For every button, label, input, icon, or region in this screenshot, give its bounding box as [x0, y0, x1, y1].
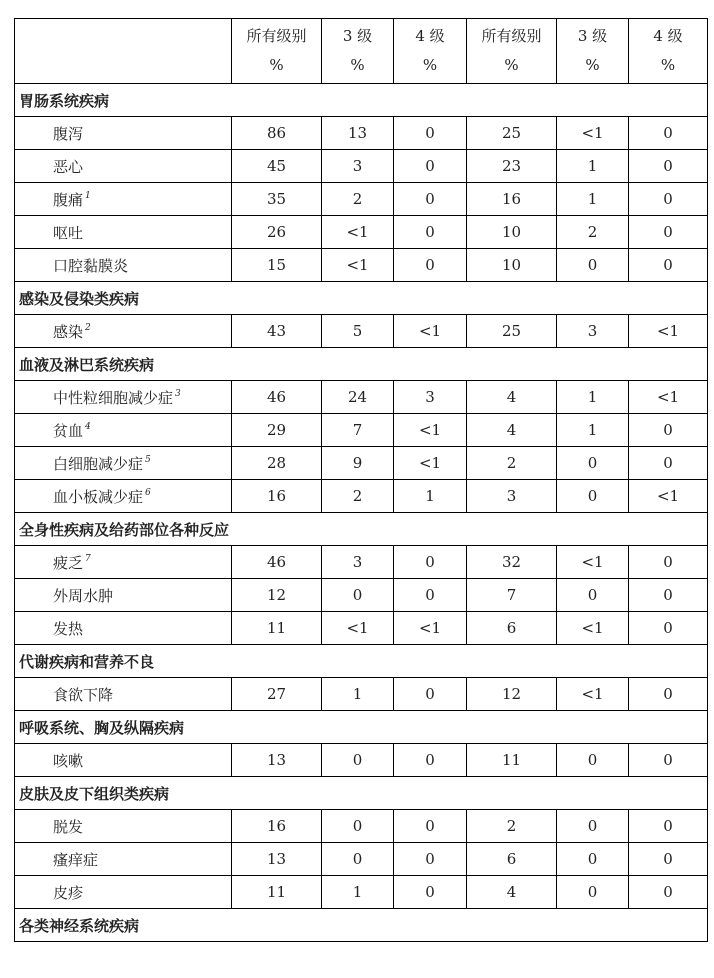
table-row	[15, 579, 708, 612]
value-cell: <1	[629, 381, 708, 414]
value-cell: 10	[467, 216, 557, 249]
value-cell: 0	[394, 579, 467, 612]
value-cell: 0	[394, 216, 467, 249]
category-row	[15, 348, 708, 381]
header-cell: 4 级 %	[394, 19, 467, 84]
reaction-name: 皮疹	[53, 883, 84, 902]
footnote-marker: 1	[85, 190, 91, 201]
value-cell: 0	[394, 744, 467, 777]
value-cell: 0	[557, 249, 629, 282]
header-cell: 4 级 %	[629, 19, 708, 84]
value-cell: 11	[467, 744, 557, 777]
value-cell: 0	[394, 150, 467, 183]
reaction-name: 咳嗽	[53, 751, 84, 770]
reaction-name-cell	[15, 183, 232, 216]
category-row	[15, 84, 708, 117]
adverse-reactions-table	[14, 18, 708, 942]
table-row	[15, 381, 708, 414]
footnote-marker: 5	[145, 454, 151, 465]
reaction-name: 呕吐	[53, 223, 84, 242]
value-cell: 0	[394, 810, 467, 843]
value-cell: 0	[629, 546, 708, 579]
category-label: 呼吸系统、胸及纵隔疾病	[15, 711, 708, 744]
value-cell: 0	[557, 579, 629, 612]
table-row	[15, 546, 708, 579]
value-cell: 0	[629, 810, 708, 843]
value-cell: <1	[557, 678, 629, 711]
reaction-name-cell	[15, 546, 232, 579]
reaction-name-cell	[15, 843, 232, 876]
value-cell: <1	[394, 447, 467, 480]
value-cell: 1	[322, 876, 394, 909]
reaction-name-cell	[15, 117, 232, 150]
category-label: 各类神经系统疾病	[15, 909, 708, 942]
value-cell: 5	[322, 315, 394, 348]
value-cell: 0	[629, 678, 708, 711]
value-cell: 4	[467, 381, 557, 414]
footnote-marker: 3	[175, 388, 181, 399]
value-cell: 0	[629, 117, 708, 150]
value-cell: 16	[232, 810, 322, 843]
category-label: 全身性疾病及给药部位各种反应	[15, 513, 708, 546]
value-cell: 3	[322, 546, 394, 579]
reaction-name: 腹泻	[53, 124, 84, 143]
value-cell: 0	[629, 447, 708, 480]
value-cell: 25	[467, 117, 557, 150]
value-cell: 3	[467, 480, 557, 513]
header-cell: 所有级别 %	[467, 19, 557, 84]
value-cell: 0	[322, 810, 394, 843]
reaction-name-cell	[15, 216, 232, 249]
reaction-name-cell	[15, 744, 232, 777]
table-row	[15, 447, 708, 480]
value-cell: 4	[467, 414, 557, 447]
reaction-name: 瘙痒症	[53, 850, 99, 869]
value-cell: 2	[467, 447, 557, 480]
reaction-name-cell	[15, 876, 232, 909]
value-cell: 46	[232, 381, 322, 414]
table-row	[15, 612, 708, 645]
value-cell: 0	[557, 876, 629, 909]
reaction-name: 外周水肿	[53, 586, 114, 605]
category-label: 感染及侵染类疾病	[15, 282, 708, 315]
header-cell: 所有级别 %	[232, 19, 322, 84]
value-cell: 45	[232, 150, 322, 183]
value-cell: 0	[629, 216, 708, 249]
value-cell: 15	[232, 249, 322, 282]
value-cell: 0	[322, 579, 394, 612]
value-cell: 1	[394, 480, 467, 513]
category-label: 皮肤及皮下组织类疾病	[15, 777, 708, 810]
value-cell: 6	[467, 612, 557, 645]
value-cell: <1	[629, 315, 708, 348]
value-cell: 3	[557, 315, 629, 348]
value-cell: 32	[467, 546, 557, 579]
value-cell: 86	[232, 117, 322, 150]
value-cell: 2	[467, 810, 557, 843]
value-cell: 16	[467, 183, 557, 216]
footnote-marker: 4	[85, 421, 91, 432]
reaction-name: 口腔黏膜炎	[53, 256, 129, 275]
reaction-name: 发热	[53, 619, 84, 638]
value-cell: 11	[232, 612, 322, 645]
value-cell: 0	[629, 876, 708, 909]
value-cell: <1	[629, 480, 708, 513]
category-label: 血液及淋巴系统疾病	[15, 348, 708, 381]
value-cell: <1	[394, 315, 467, 348]
table-row	[15, 117, 708, 150]
value-cell: 0	[322, 744, 394, 777]
category-row	[15, 513, 708, 546]
category-row	[15, 777, 708, 810]
value-cell: 0	[629, 612, 708, 645]
reaction-name: 血小板减少症	[53, 487, 144, 506]
reaction-name: 腹痛	[53, 190, 84, 209]
value-cell: 1	[557, 381, 629, 414]
value-cell: 0	[629, 414, 708, 447]
table-row	[15, 315, 708, 348]
table-row	[15, 843, 708, 876]
footnote-marker: 2	[85, 322, 91, 333]
value-cell: 0	[394, 249, 467, 282]
table-row	[15, 249, 708, 282]
value-cell: <1	[322, 216, 394, 249]
table-row	[15, 150, 708, 183]
value-cell: 28	[232, 447, 322, 480]
reaction-name-cell	[15, 249, 232, 282]
value-cell: 10	[467, 249, 557, 282]
value-cell: <1	[557, 546, 629, 579]
value-cell: 13	[232, 744, 322, 777]
value-cell: 13	[232, 843, 322, 876]
reaction-name: 食欲下降	[53, 685, 114, 704]
reaction-name-cell	[15, 315, 232, 348]
value-cell: 1	[557, 183, 629, 216]
value-cell: 0	[322, 843, 394, 876]
category-label: 代谢疾病和营养不良	[15, 645, 708, 678]
value-cell: 0	[394, 876, 467, 909]
value-cell: 0	[557, 744, 629, 777]
value-cell: 16	[232, 480, 322, 513]
value-cell: 24	[322, 381, 394, 414]
footnote-marker: 7	[85, 553, 91, 564]
table-row	[15, 480, 708, 513]
category-row	[15, 711, 708, 744]
value-cell: 0	[557, 447, 629, 480]
value-cell: 26	[232, 216, 322, 249]
reaction-name: 脱发	[53, 817, 84, 836]
value-cell: 0	[394, 546, 467, 579]
value-cell: 13	[322, 117, 394, 150]
reaction-name: 感染	[53, 322, 84, 341]
table-body	[15, 84, 708, 942]
value-cell: 0	[557, 843, 629, 876]
reaction-name: 疲乏	[53, 553, 84, 572]
value-cell: 0	[557, 480, 629, 513]
reaction-name: 中性粒细胞减少症	[53, 388, 174, 407]
category-row	[15, 645, 708, 678]
value-cell: 1	[557, 414, 629, 447]
value-cell: 2	[322, 183, 394, 216]
value-cell: <1	[322, 249, 394, 282]
value-cell: 35	[232, 183, 322, 216]
value-cell: 29	[232, 414, 322, 447]
header-row	[15, 19, 708, 84]
reaction-name-cell	[15, 447, 232, 480]
value-cell: 3	[322, 150, 394, 183]
table-row	[15, 216, 708, 249]
value-cell: 2	[557, 216, 629, 249]
value-cell: 12	[467, 678, 557, 711]
value-cell: 11	[232, 876, 322, 909]
value-cell: 12	[232, 579, 322, 612]
value-cell: <1	[394, 414, 467, 447]
value-cell: 1	[322, 678, 394, 711]
value-cell: 0	[394, 843, 467, 876]
reaction-name-cell	[15, 579, 232, 612]
table-row	[15, 810, 708, 843]
value-cell: 0	[394, 183, 467, 216]
value-cell: 25	[467, 315, 557, 348]
category-row	[15, 909, 708, 942]
reaction-name-cell	[15, 414, 232, 447]
value-cell: 0	[557, 810, 629, 843]
value-cell: 0	[629, 579, 708, 612]
header-cell: 3 级 %	[322, 19, 394, 84]
table-row	[15, 678, 708, 711]
value-cell: 1	[557, 150, 629, 183]
value-cell: <1	[557, 117, 629, 150]
reaction-name-cell	[15, 678, 232, 711]
value-cell: 27	[232, 678, 322, 711]
value-cell: 7	[467, 579, 557, 612]
category-row	[15, 282, 708, 315]
reaction-name-cell	[15, 480, 232, 513]
value-cell: 0	[394, 678, 467, 711]
value-cell: 7	[322, 414, 394, 447]
value-cell: 3	[394, 381, 467, 414]
value-cell: 0	[629, 183, 708, 216]
reaction-name: 恶心	[53, 157, 84, 176]
value-cell: 43	[232, 315, 322, 348]
category-label: 胃肠系统疾病	[15, 84, 708, 117]
reaction-name-cell	[15, 381, 232, 414]
value-cell: 0	[629, 744, 708, 777]
value-cell: 9	[322, 447, 394, 480]
reaction-name-cell	[15, 810, 232, 843]
value-cell: 2	[322, 480, 394, 513]
value-cell: 6	[467, 843, 557, 876]
header-cell-blank	[15, 19, 232, 84]
value-cell: 0	[629, 249, 708, 282]
reaction-name: 贫血	[53, 421, 84, 440]
reaction-name-cell	[15, 612, 232, 645]
table-row	[15, 876, 708, 909]
table-row	[15, 183, 708, 216]
value-cell: 0	[629, 843, 708, 876]
reaction-name-cell	[15, 150, 232, 183]
value-cell: 4	[467, 876, 557, 909]
value-cell: 23	[467, 150, 557, 183]
table-row	[15, 744, 708, 777]
value-cell: 0	[394, 117, 467, 150]
value-cell: 0	[629, 150, 708, 183]
footnote-marker: 6	[145, 487, 151, 498]
value-cell: 46	[232, 546, 322, 579]
value-cell: <1	[394, 612, 467, 645]
header-cell: 3 级 %	[557, 19, 629, 84]
reaction-name: 白细胞减少症	[53, 454, 144, 473]
value-cell: <1	[322, 612, 394, 645]
value-cell: <1	[557, 612, 629, 645]
table-row	[15, 414, 708, 447]
